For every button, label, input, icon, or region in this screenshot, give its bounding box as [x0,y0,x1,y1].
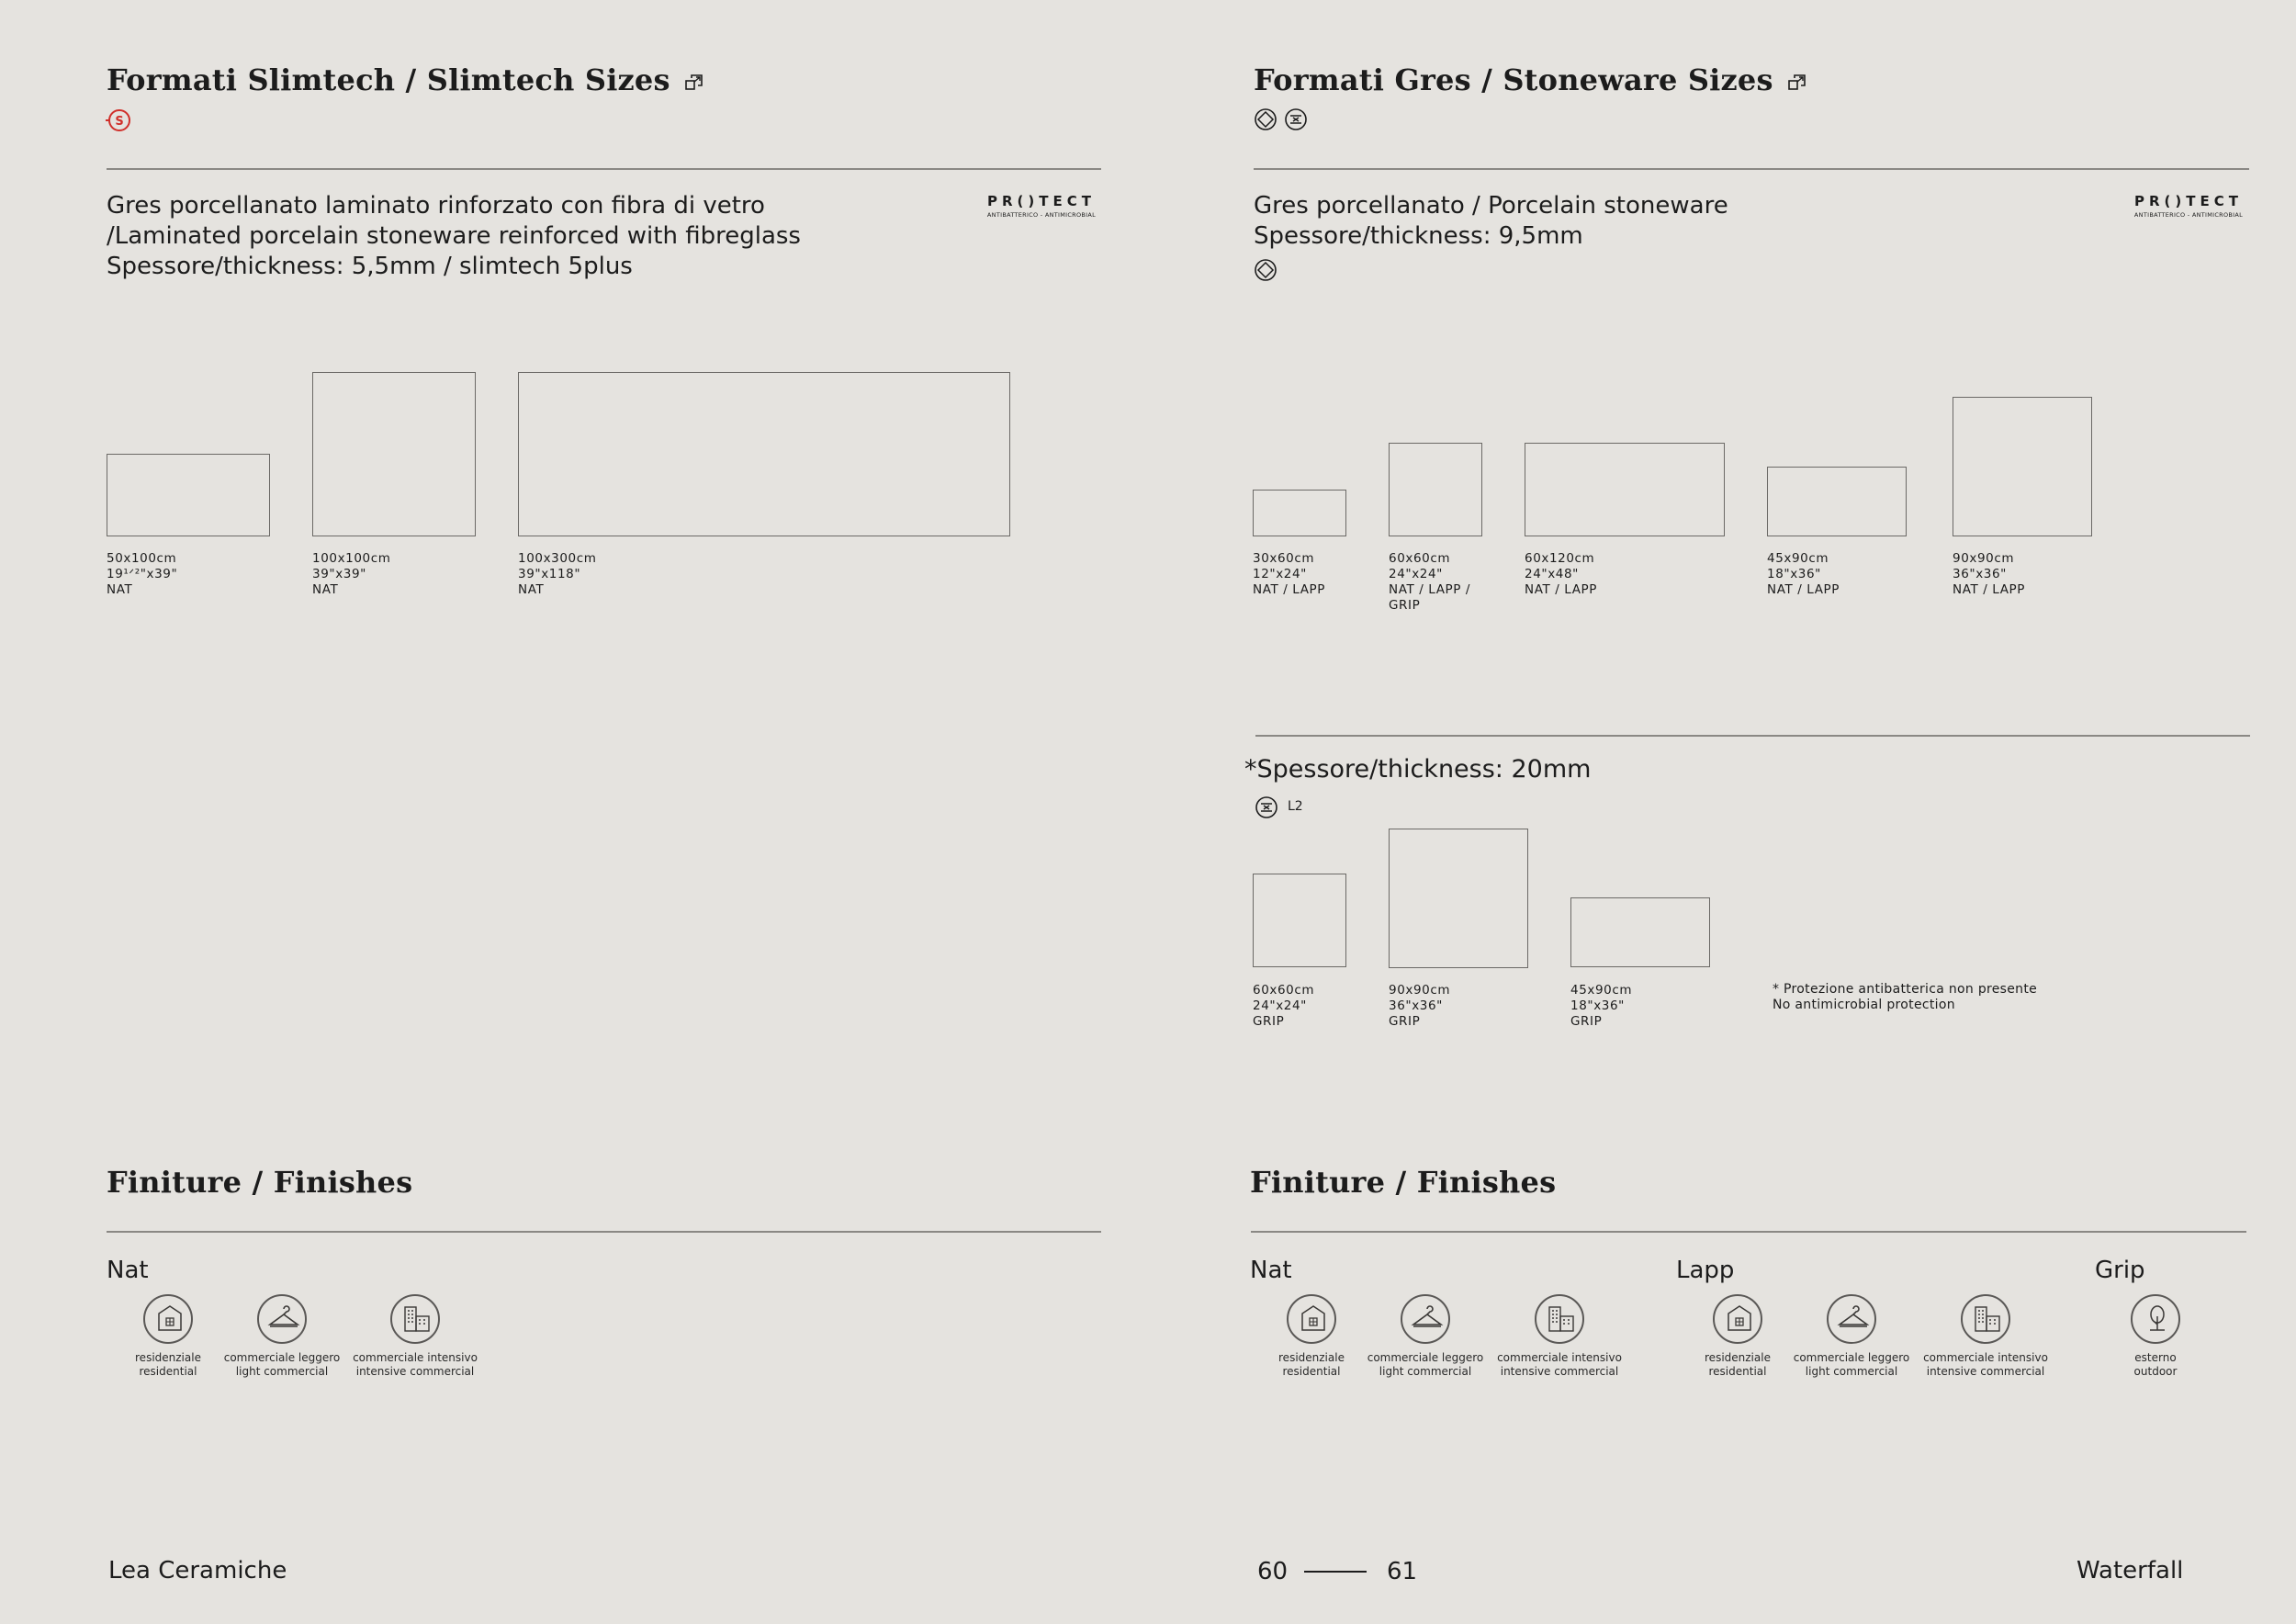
l2-tag: L2 [1288,799,1303,814]
page-number-dash [1304,1571,1367,1573]
finish-use-label-en: residential [139,1365,197,1378]
finish-use-label: esterno [2134,1351,2177,1364]
finish-use-caption [1477,1351,1642,1379]
finish-name-nat: Nat [107,1257,149,1284]
slimtech-description: Gres porcellanato laminato rinforzato con fibra di vetro /Laminated porcelain stoneware reinforced with fibreglass Spessore/thickness: 5,5mm / slimtech 5plus [107,192,801,280]
size-label: 45x90cm 18"x36" NAT / LAPP [1767,551,1840,597]
finish-use-label: residenziale [1705,1351,1771,1364]
finish-use-label: commerciale intensivo [1923,1351,2048,1364]
size-label: 60x120cm 24"x48" NAT / LAPP [1525,551,1598,597]
finish-name-lapp: Lapp [1676,1257,1735,1284]
finish-use-label: commerciale leggero [1367,1351,1484,1364]
size-label: 50x100cm 19¹ᐟ²"x39" NAT [107,551,178,597]
antimicrobial-note: * Protezione antibatterica non presente No antimicrobial protection [1773,982,2038,1012]
finish-name-nat: Nat [1250,1257,1292,1284]
finish-use-label-en: intensive commercial [355,1365,475,1378]
finish-use-label-en: light commercial [1805,1365,1898,1378]
finish-use-label: commerciale leggero [1793,1351,1910,1364]
finish-use-label-en: residential [1282,1365,1341,1378]
divider [1254,168,2249,170]
finishes-title: Finiture / Finishes [1250,1165,1557,1200]
size-label: 60x60cm 24"x24" GRIP [1253,983,1315,1029]
size-label: 90x90cm 36"x36" GRIP [1389,983,1451,1029]
page-number-right: 61 [1387,1558,1418,1585]
tile-30x60 [1253,490,1346,536]
tile-90x90 [1953,397,2092,536]
buildings-icon [1961,1294,2010,1344]
buildings-icon [390,1294,440,1344]
stoneware-diamond-icon [1254,257,1279,283]
stoneware-diamond-icon [1254,107,1279,132]
finish-use-caption [332,1351,498,1379]
tree-icon [2131,1294,2180,1344]
divider [107,168,1101,170]
finish-use-label: residenziale [135,1351,201,1364]
tile-60x60 [1389,443,1482,536]
brand-footer: Lea Ceramiche [108,1557,287,1585]
house-icon [143,1294,193,1344]
house-icon [1287,1294,1336,1344]
size-label: 90x90cm 36"x36" NAT / LAPP [1953,551,2026,597]
tile-60x60-20mm [1253,874,1346,967]
finish-use-label: residenziale [1278,1351,1345,1364]
finish-use-label: commerciale intensivo [353,1351,478,1364]
zoom-expand-icon [684,73,706,93]
house-icon [1713,1294,1762,1344]
finish-use-label-en: light commercial [1379,1365,1472,1378]
divider [1255,735,2250,737]
finish-use-caption [2073,1351,2238,1379]
divider [1251,1231,2246,1233]
finish-use-label: commerciale leggero [223,1351,341,1364]
finish-use-label: commerciale intensivo [1497,1351,1622,1364]
stoneware-description: Gres porcellanato / Porcelain stoneware Spessore/thickness: 9,5mm [1254,192,1728,250]
tile-60x120 [1525,443,1725,536]
hanger-icon [1827,1294,1876,1344]
tile-90x90-20mm [1389,829,1528,968]
finishes-title: Finiture / Finishes [107,1165,413,1200]
size-label: 30x60cm 12"x24" NAT / LAPP [1253,551,1326,597]
slimtech-badge-icon [105,107,134,134]
stoneware-sizes-title: Formati Gres / Stoneware Sizes [1254,62,1809,97]
buildings-icon [1535,1294,1584,1344]
thickness-20mm-title: *Spessore/thickness: 20mm [1244,755,1592,784]
svg-text:S: S [115,115,124,129]
hanger-icon [1401,1294,1450,1344]
page-number-left: 60 [1257,1558,1289,1585]
size-label: 45x90cm 18"x36" GRIP [1570,983,1633,1029]
zoom-expand-icon [1787,73,1809,93]
tile-50x100 [107,454,270,536]
hanger-icon [257,1294,307,1344]
finish-use-label-en: intensive commercial [1500,1365,1619,1378]
tile-45x90-20mm [1570,897,1710,967]
finish-use-caption [1903,1351,2068,1379]
size-label: 100x300cm 39"x118" NAT [518,551,597,597]
protect-logo: PR()TECT ANTIBATTERICO - ANTIMICROBIAL [986,193,1097,219]
tile-100x100 [312,372,476,536]
slimtech-sizes-title: Formati Slimtech / Slimtech Sizes [107,62,706,97]
finish-use-label-en: light commercial [235,1365,329,1378]
tile-100x300 [518,372,1010,536]
divider [107,1231,1101,1233]
finish-name-grip: Grip [2095,1257,2145,1284]
thickness-20mm-icon [1284,107,1310,132]
finish-use-label-en: residential [1708,1365,1767,1378]
thickness-20mm-icon [1255,795,1280,820]
size-label: 100x100cm 39"x39" NAT [312,551,391,597]
protect-logo: PR()TECT ANTIBATTERICO - ANTIMICROBIAL [2133,193,2244,219]
finish-use-label-en: intensive commercial [1926,1365,2045,1378]
tile-45x90 [1767,467,1907,536]
finish-use-label-en: outdoor [2133,1365,2178,1378]
collection-footer: Waterfall [2077,1557,2184,1585]
size-label: 60x60cm 24"x24" NAT / LAPP / GRIP [1389,551,1471,613]
